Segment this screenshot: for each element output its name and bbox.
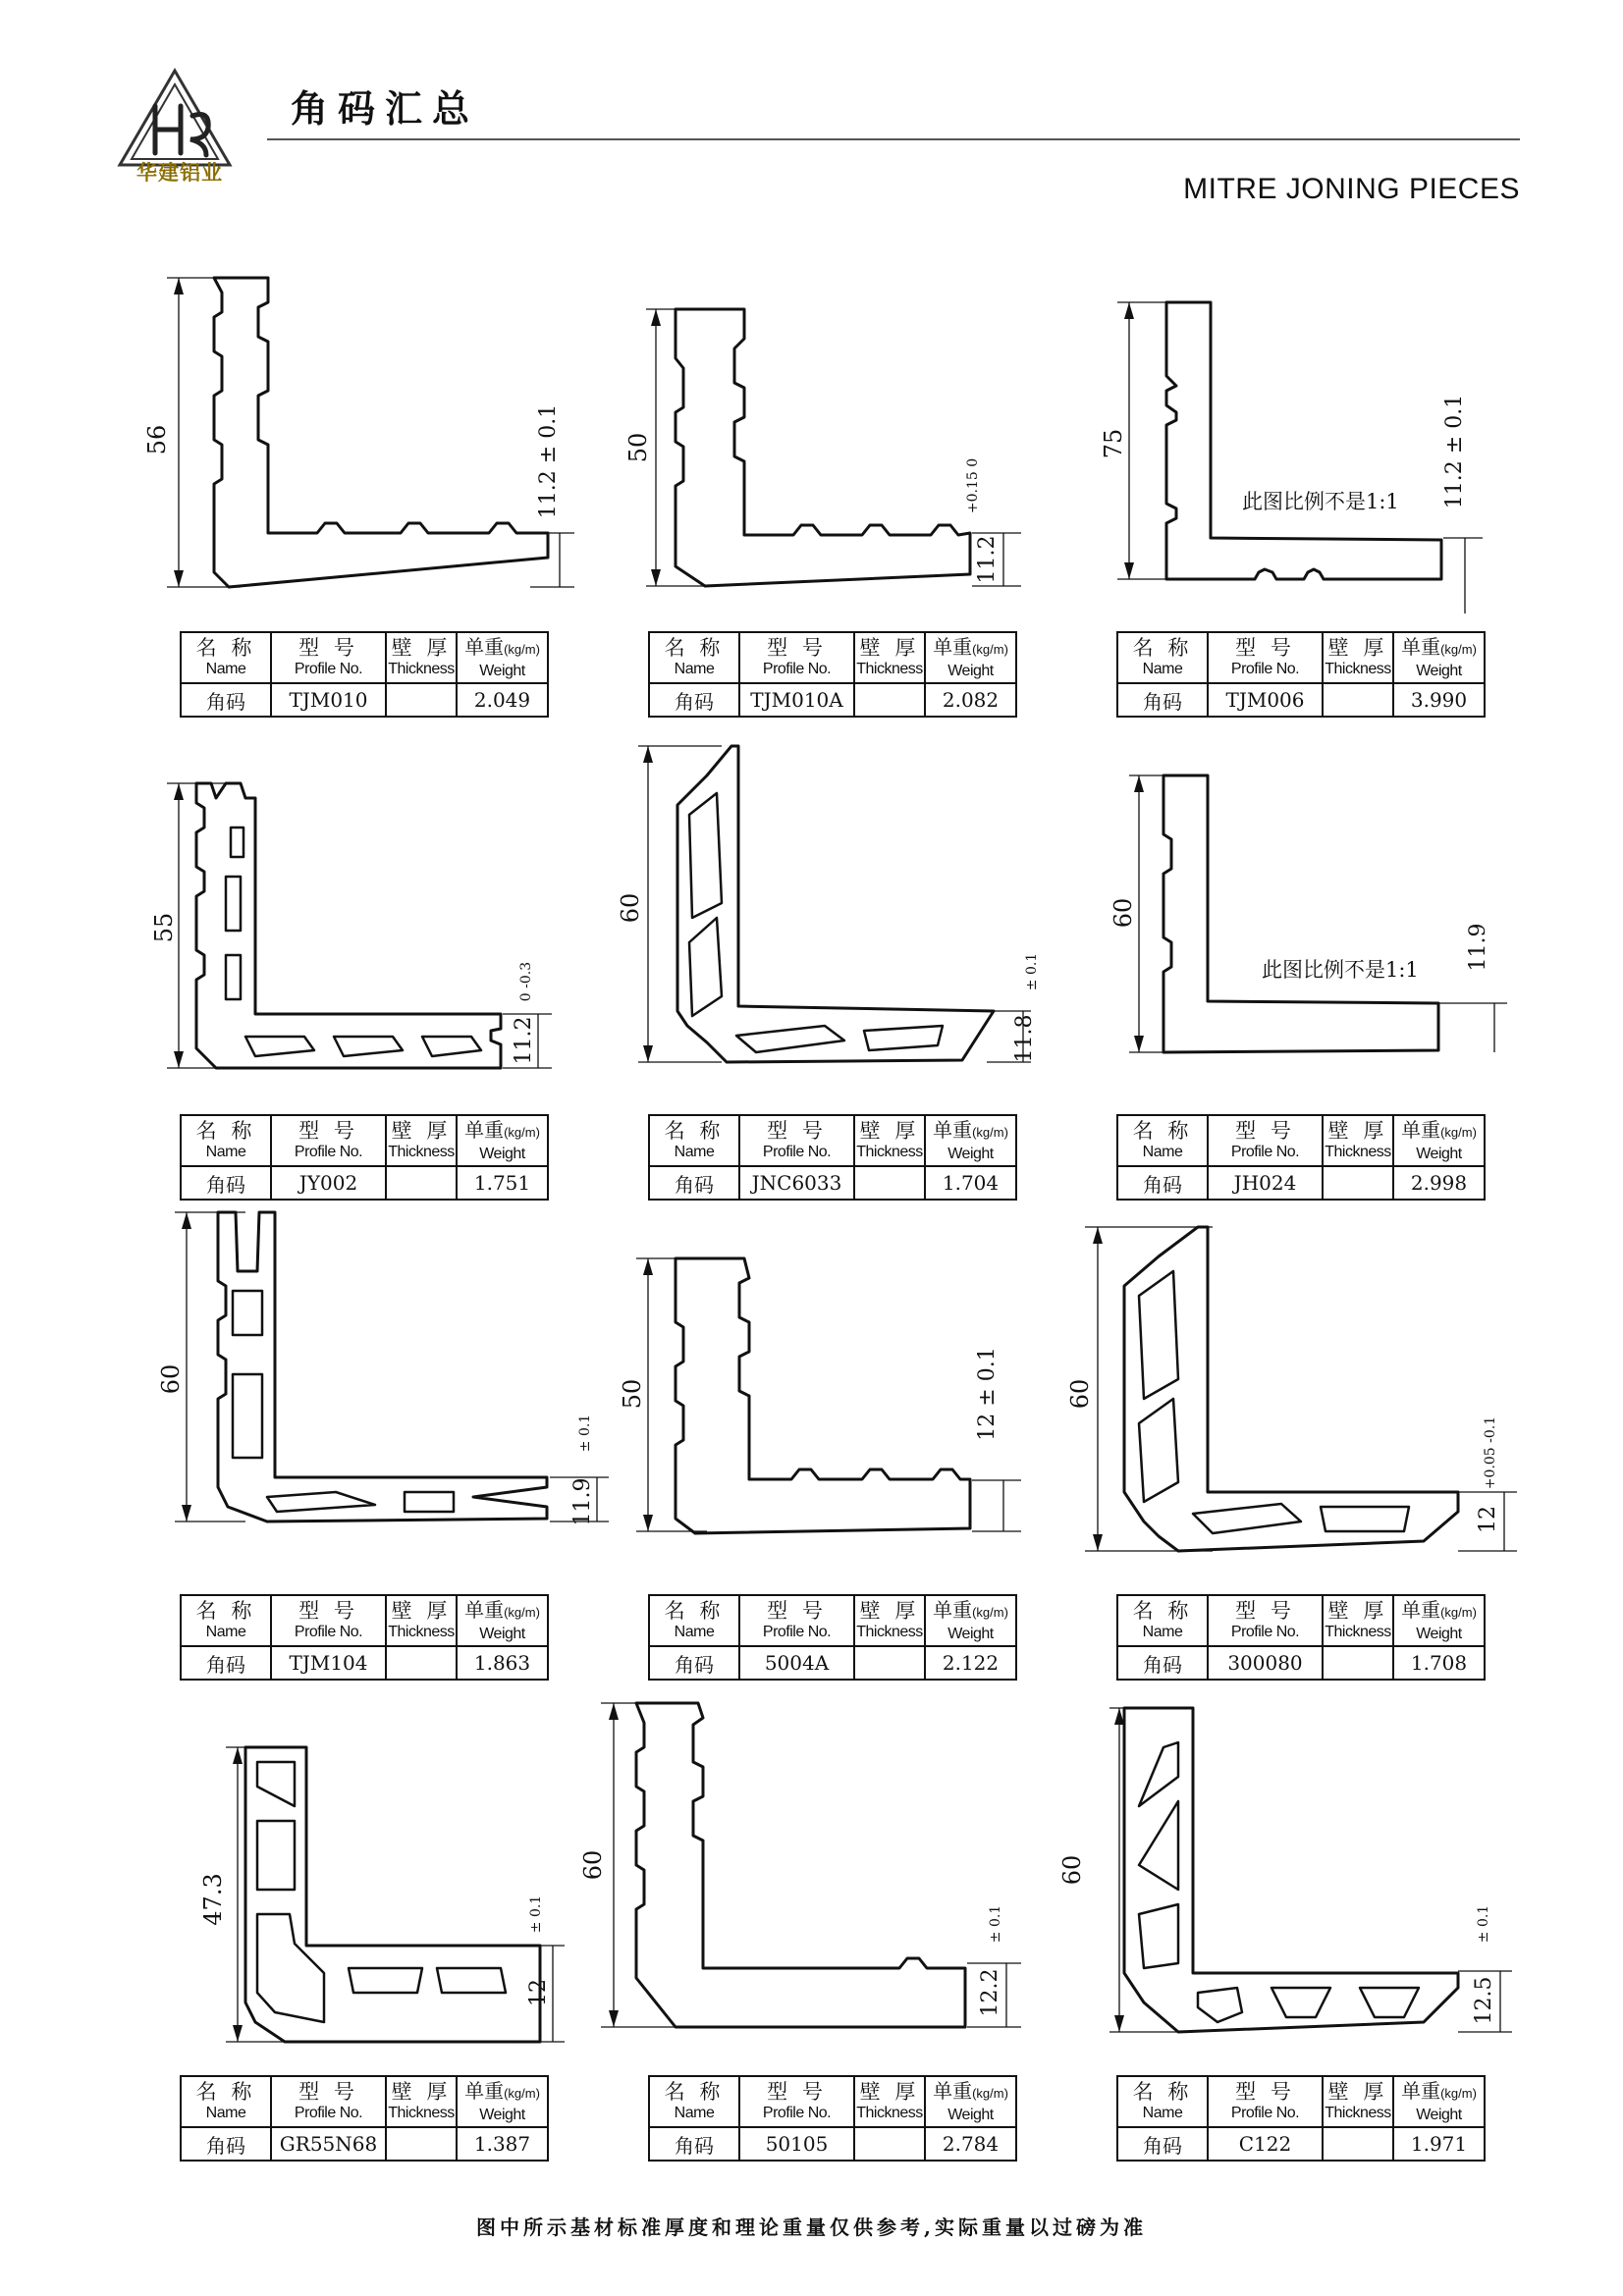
dim-height-4: 60 xyxy=(617,892,644,924)
profile-drawing-8 xyxy=(1124,1227,1458,1551)
col-profile-header: 型 号 Profile No. xyxy=(271,1595,386,1646)
cell-profile: TJM010A xyxy=(739,683,854,717)
spec-table-10 xyxy=(648,2075,1017,2162)
col-weight-header: 单重(kg/m) Weight xyxy=(457,2076,548,2127)
profile-drawing-9 xyxy=(245,1747,540,2042)
profile-drawing-10 xyxy=(636,1703,965,2027)
col-profile-header: 型 号 Profile No. xyxy=(1208,1595,1323,1646)
cell-weight: 3.990 xyxy=(1393,683,1485,717)
dim-7 xyxy=(619,1258,1021,1531)
cell-profile: TJM010 xyxy=(271,683,386,717)
footer-note: 图中所示基材标准厚度和理论重量仅供参考,实际重量以过磅为准 xyxy=(476,2216,1147,2239)
cell-name: 角码 xyxy=(1117,1646,1208,1680)
profile-drawing-2 xyxy=(1166,302,1441,579)
dim-side-10: 12.2 xyxy=(978,1968,1002,2017)
col-thickness-header: 壁 厚 Thickness xyxy=(1323,1115,1393,1166)
cell-thickness xyxy=(854,683,925,717)
dim-side-9: 12 xyxy=(526,1979,551,2006)
spec-table-2 xyxy=(1116,631,1486,718)
profile-drawing-5 xyxy=(1163,775,1438,1052)
cell-profile: 300080 xyxy=(1208,1646,1323,1680)
dim-11 xyxy=(1058,1708,1512,2032)
cell-thickness xyxy=(1323,2127,1393,2161)
cell-thickness xyxy=(386,2127,457,2161)
cell-weight: 1.708 xyxy=(1393,1646,1485,1680)
col-name-header: 名 称 Name xyxy=(649,2076,739,2127)
cell-profile: GR55N68 xyxy=(271,2127,386,2161)
cell-name: 角码 xyxy=(181,2127,271,2161)
col-thickness-header: 壁 厚 Thickness xyxy=(854,632,925,683)
cell-thickness xyxy=(1323,1646,1393,1680)
cell-name: 角码 xyxy=(649,2127,739,2161)
dim-tol-1: +0.15 0 xyxy=(965,457,981,514)
page-title: 角码汇总 xyxy=(291,86,480,131)
cell-weight: 2.784 xyxy=(925,2127,1016,2161)
spec-table-4 xyxy=(648,1114,1017,1201)
cell-thickness xyxy=(854,2127,925,2161)
col-weight-header: 单重(kg/m) Weight xyxy=(1393,1115,1485,1166)
profile-drawing-0 xyxy=(214,278,548,587)
cell-profile: 5004A xyxy=(739,1646,854,1680)
dim-side-4: 11.8 xyxy=(1012,1014,1037,1063)
dim-3 xyxy=(150,783,552,1068)
spec-table-1 xyxy=(648,631,1017,718)
cell-thickness xyxy=(854,1166,925,1200)
profile-drawing-6 xyxy=(218,1212,547,1522)
cell-profile: TJM006 xyxy=(1208,683,1323,717)
dim-5 xyxy=(1109,775,1507,1052)
col-profile-header: 型 号 Profile No. xyxy=(739,632,854,683)
dim-height-11: 60 xyxy=(1058,1854,1086,1886)
profile-drawing-1 xyxy=(676,309,970,586)
dim-tol-9: ± 0.1 xyxy=(528,1895,544,1934)
dim-side-7: 12 ± 0.1 xyxy=(975,1347,1000,1441)
col-name-header: 名 称 Name xyxy=(1117,1595,1208,1646)
col-weight-header: 单重(kg/m) Weight xyxy=(925,632,1016,683)
spec-table-9 xyxy=(180,2075,549,2162)
col-weight-header: 单重(kg/m) Weight xyxy=(457,632,548,683)
dim-height-0: 56 xyxy=(143,424,171,455)
cell-weight: 1.751 xyxy=(457,1166,548,1200)
dim-side-5: 11.9 xyxy=(1466,923,1490,972)
dim-10 xyxy=(579,1703,1021,2027)
cell-profile: JH024 xyxy=(1208,1166,1323,1200)
col-thickness-header: 壁 厚 Thickness xyxy=(1323,1595,1393,1646)
col-weight-header: 单重(kg/m) Weight xyxy=(925,2076,1016,2127)
cell-thickness xyxy=(386,1646,457,1680)
spec-table-6 xyxy=(180,1594,549,1681)
dim-8 xyxy=(1066,1227,1517,1551)
dim-height-5: 60 xyxy=(1109,897,1137,929)
cell-weight: 1.387 xyxy=(457,2127,548,2161)
spec-table-8 xyxy=(1116,1594,1486,1681)
logo-text: 华建铝业 xyxy=(136,161,223,185)
col-name-header: 名 称 Name xyxy=(181,2076,271,2127)
col-profile-header: 型 号 Profile No. xyxy=(739,1115,854,1166)
spec-table-11 xyxy=(1116,2075,1486,2162)
col-weight-header: 单重(kg/m) Weight xyxy=(925,1115,1016,1166)
col-profile-header: 型 号 Profile No. xyxy=(271,1115,386,1166)
cell-thickness xyxy=(386,683,457,717)
page-subtitle: MITRE JONING PIECES xyxy=(1183,173,1520,205)
col-name-header: 名 称 Name xyxy=(1117,2076,1208,2127)
col-name-header: 名 称 Name xyxy=(181,1115,271,1166)
spec-table-5 xyxy=(1116,1114,1486,1201)
scale-note-2: 此图比例不是1:1 xyxy=(1242,490,1399,513)
cell-thickness xyxy=(1323,1166,1393,1200)
col-thickness-header: 壁 厚 Thickness xyxy=(386,2076,457,2127)
col-thickness-header: 壁 厚 Thickness xyxy=(386,1115,457,1166)
profile-drawing-3 xyxy=(196,783,501,1068)
col-weight-header: 单重(kg/m) Weight xyxy=(925,1595,1016,1646)
cell-thickness xyxy=(386,1166,457,1200)
col-profile-header: 型 号 Profile No. xyxy=(739,2076,854,2127)
col-thickness-header: 壁 厚 Thickness xyxy=(854,2076,925,2127)
dim-side-11: 12.5 xyxy=(1472,1976,1496,2025)
cell-thickness xyxy=(1323,683,1393,717)
col-name-header: 名 称 Name xyxy=(649,1595,739,1646)
cell-name: 角码 xyxy=(181,1646,271,1680)
cell-profile: C122 xyxy=(1208,2127,1323,2161)
dim-9 xyxy=(199,1747,565,2042)
dim-tol-6: ± 0.1 xyxy=(577,1414,593,1453)
cell-profile: JY002 xyxy=(271,1166,386,1200)
col-weight-header: 单重(kg/m) Weight xyxy=(457,1595,548,1646)
cell-weight: 1.971 xyxy=(1393,2127,1485,2161)
dim-0 xyxy=(143,278,574,587)
cell-name: 角码 xyxy=(649,683,739,717)
col-thickness-header: 壁 厚 Thickness xyxy=(1323,2076,1393,2127)
cell-name: 角码 xyxy=(649,1646,739,1680)
profile-drawing-11 xyxy=(1124,1708,1458,2032)
dim-side-1: 11.2 xyxy=(975,535,1000,584)
col-profile-header: 型 号 Profile No. xyxy=(1208,1115,1323,1166)
col-weight-header: 单重(kg/m) Weight xyxy=(1393,2076,1485,2127)
cell-weight: 2.049 xyxy=(457,683,548,717)
col-thickness-header: 壁 厚 Thickness xyxy=(1323,632,1393,683)
dim-side-6: 11.9 xyxy=(570,1477,595,1526)
dim-height-1: 50 xyxy=(624,432,652,463)
cell-profile: JNC6033 xyxy=(739,1166,854,1200)
cell-weight: 2.082 xyxy=(925,683,1016,717)
cell-name: 角码 xyxy=(181,1166,271,1200)
cell-weight: 1.704 xyxy=(925,1166,1016,1200)
scale-note-5: 此图比例不是1:1 xyxy=(1262,958,1419,982)
col-profile-header: 型 号 Profile No. xyxy=(271,2076,386,2127)
dim-side-0: 11.2 ± 0.1 xyxy=(536,403,561,519)
col-thickness-header: 壁 厚 Thickness xyxy=(386,632,457,683)
col-profile-header: 型 号 Profile No. xyxy=(271,632,386,683)
col-thickness-header: 壁 厚 Thickness xyxy=(386,1595,457,1646)
dim-tol-3: 0 -0.3 xyxy=(518,961,534,1002)
dim-height-7: 50 xyxy=(619,1378,646,1410)
col-name-header: 名 称 Name xyxy=(1117,632,1208,683)
spec-table-3 xyxy=(180,1114,549,1201)
spec-table-7 xyxy=(648,1594,1017,1681)
col-thickness-header: 壁 厚 Thickness xyxy=(854,1595,925,1646)
dim-height-6: 60 xyxy=(157,1363,185,1395)
dim-tol-11: ± 0.1 xyxy=(1476,1904,1491,1944)
col-weight-header: 单重(kg/m) Weight xyxy=(457,1115,548,1166)
col-profile-header: 型 号 Profile No. xyxy=(739,1595,854,1646)
profile-drawing-7 xyxy=(676,1258,970,1533)
cell-name: 角码 xyxy=(181,683,271,717)
profile-drawing-4 xyxy=(677,746,994,1062)
dim-side-8: 12 xyxy=(1476,1506,1500,1533)
dim-tol-10: ± 0.1 xyxy=(988,1904,1003,1944)
cell-weight: 1.863 xyxy=(457,1646,548,1680)
dim-side-2: 11.2 ± 0.1 xyxy=(1442,394,1467,509)
cell-name: 角码 xyxy=(1117,2127,1208,2161)
cell-weight: 2.998 xyxy=(1393,1166,1485,1200)
col-name-header: 名 称 Name xyxy=(1117,1115,1208,1166)
col-name-header: 名 称 Name xyxy=(649,632,739,683)
cell-weight: 2.122 xyxy=(925,1646,1016,1680)
dim-height-10: 60 xyxy=(579,1849,607,1881)
dim-height-2: 75 xyxy=(1100,428,1127,459)
col-profile-header: 型 号 Profile No. xyxy=(1208,632,1323,683)
spec-table-0 xyxy=(180,631,549,718)
cell-name: 角码 xyxy=(1117,683,1208,717)
dim-height-8: 60 xyxy=(1066,1378,1094,1410)
cell-profile: 50105 xyxy=(739,2127,854,2161)
cell-name: 角码 xyxy=(649,1166,739,1200)
dim-height-3: 55 xyxy=(150,912,178,943)
dim-tol-4: ± 0.1 xyxy=(1024,952,1040,991)
col-profile-header: 型 号 Profile No. xyxy=(1208,2076,1323,2127)
col-thickness-header: 壁 厚 Thickness xyxy=(854,1115,925,1166)
col-weight-header: 单重(kg/m) Weight xyxy=(1393,1595,1485,1646)
dim-side-3: 11.2 xyxy=(512,1016,536,1065)
col-name-header: 名 称 Name xyxy=(181,632,271,683)
col-name-header: 名 称 Name xyxy=(649,1115,739,1166)
cell-profile: TJM104 xyxy=(271,1646,386,1680)
cell-thickness xyxy=(854,1646,925,1680)
dim-2 xyxy=(1100,302,1483,614)
col-weight-header: 单重(kg/m) Weight xyxy=(1393,632,1485,683)
dim-height-9: 47.3 xyxy=(199,1873,227,1926)
dim-tol-8: +0.05 -0.1 xyxy=(1483,1415,1498,1490)
col-name-header: 名 称 Name xyxy=(181,1595,271,1646)
cell-name: 角码 xyxy=(1117,1166,1208,1200)
